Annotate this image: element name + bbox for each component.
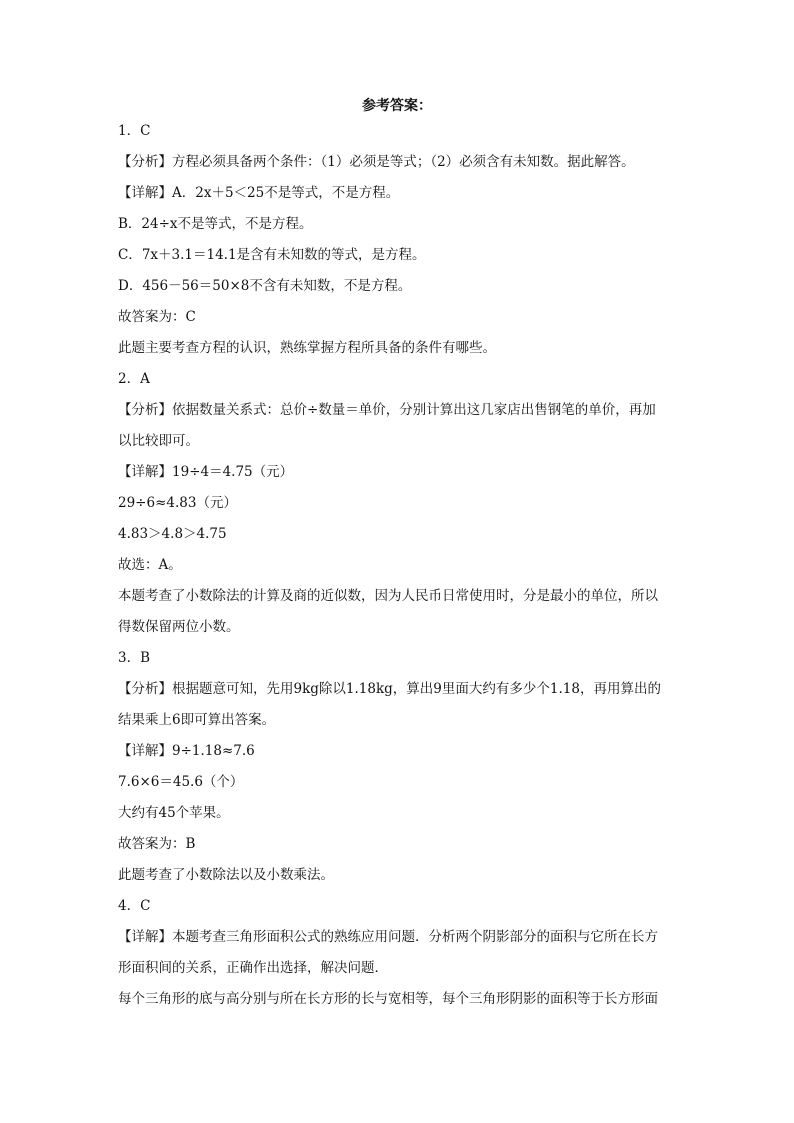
answer-line: 【详解】19÷4＝4.75（元） bbox=[118, 464, 294, 480]
answer-line: 以比较即可。 bbox=[118, 433, 199, 449]
answer-line: D．456－56＝50×8不含有未知数，不是方程。 bbox=[118, 278, 412, 294]
answer-line: 【详解】A．2x＋5＜25不是等式，不是方程。 bbox=[118, 185, 400, 201]
answer-line: 29÷6≈4.83（元） bbox=[118, 495, 237, 511]
answer-line: 每个三角形的底与高分别与所在长方形的长与宽相等，每个三角形阴影的面积等于长方形面 bbox=[118, 991, 658, 1007]
answer-line: 故选：A。 bbox=[118, 557, 182, 573]
answer-line: C．7x＋3.1＝14.1是含有未知数的等式，是方程。 bbox=[118, 247, 426, 263]
answer-line: 【详解】9÷1.18≈7.6 bbox=[118, 743, 255, 759]
answer-line: 【分析】方程必须具备两个条件：（1）必须是等式；（2）必须含有未知数。据此解答。 bbox=[118, 154, 635, 170]
answer-line: 【详解】本题考查三角形面积公式的熟练应用问题．分析两个阴影部分的面积与它所在长方 bbox=[118, 929, 658, 945]
answer-line: 结果乘上6即可算出答案。 bbox=[118, 712, 276, 728]
answer-line: 本题考查了小数除法的计算及商的近似数，因为人民币日常使用时，分是最小的单位，所以 bbox=[118, 588, 658, 604]
answer-line: 得数保留两位小数。 bbox=[118, 619, 240, 635]
answer-line: 3．B bbox=[118, 650, 151, 666]
answer-line: 故答案为：B bbox=[118, 836, 196, 852]
answer-line: 4.83＞4.8＞4.75 bbox=[118, 526, 227, 542]
answer-line: 【分析】根据题意可知，先用9kg除以1.18kg，算出9里面大约有多少个1.18，再用算出的 bbox=[118, 681, 661, 697]
answer-line: 【分析】依据数量关系式：总价÷数量＝单价，分别计算出这几家店出售钢笔的单价，再加 bbox=[118, 402, 656, 418]
answer-line: B．24÷x不是等式，不是方程。 bbox=[118, 216, 313, 232]
answer-line: 形面积间的关系，正确作出选择，解决问题． bbox=[118, 960, 388, 976]
answer-line: 大约有45个苹果。 bbox=[118, 805, 230, 821]
answer-line: 2．A bbox=[118, 371, 150, 387]
answer-line: 此题考查了小数除法以及小数乘法。 bbox=[118, 867, 334, 883]
answer-line: 故答案为：C bbox=[118, 309, 196, 325]
answer-line: 4．C bbox=[118, 898, 151, 914]
answer-body bbox=[118, 121, 680, 1020]
page-title: 参考答案： bbox=[362, 98, 432, 114]
answer-line: 此题主要考查方程的认识，熟练掌握方程所具备的条件有哪些。 bbox=[118, 340, 496, 356]
answer-line: 7.6×6＝45.6（个） bbox=[118, 774, 244, 790]
answer-line: 1．C bbox=[118, 123, 151, 139]
